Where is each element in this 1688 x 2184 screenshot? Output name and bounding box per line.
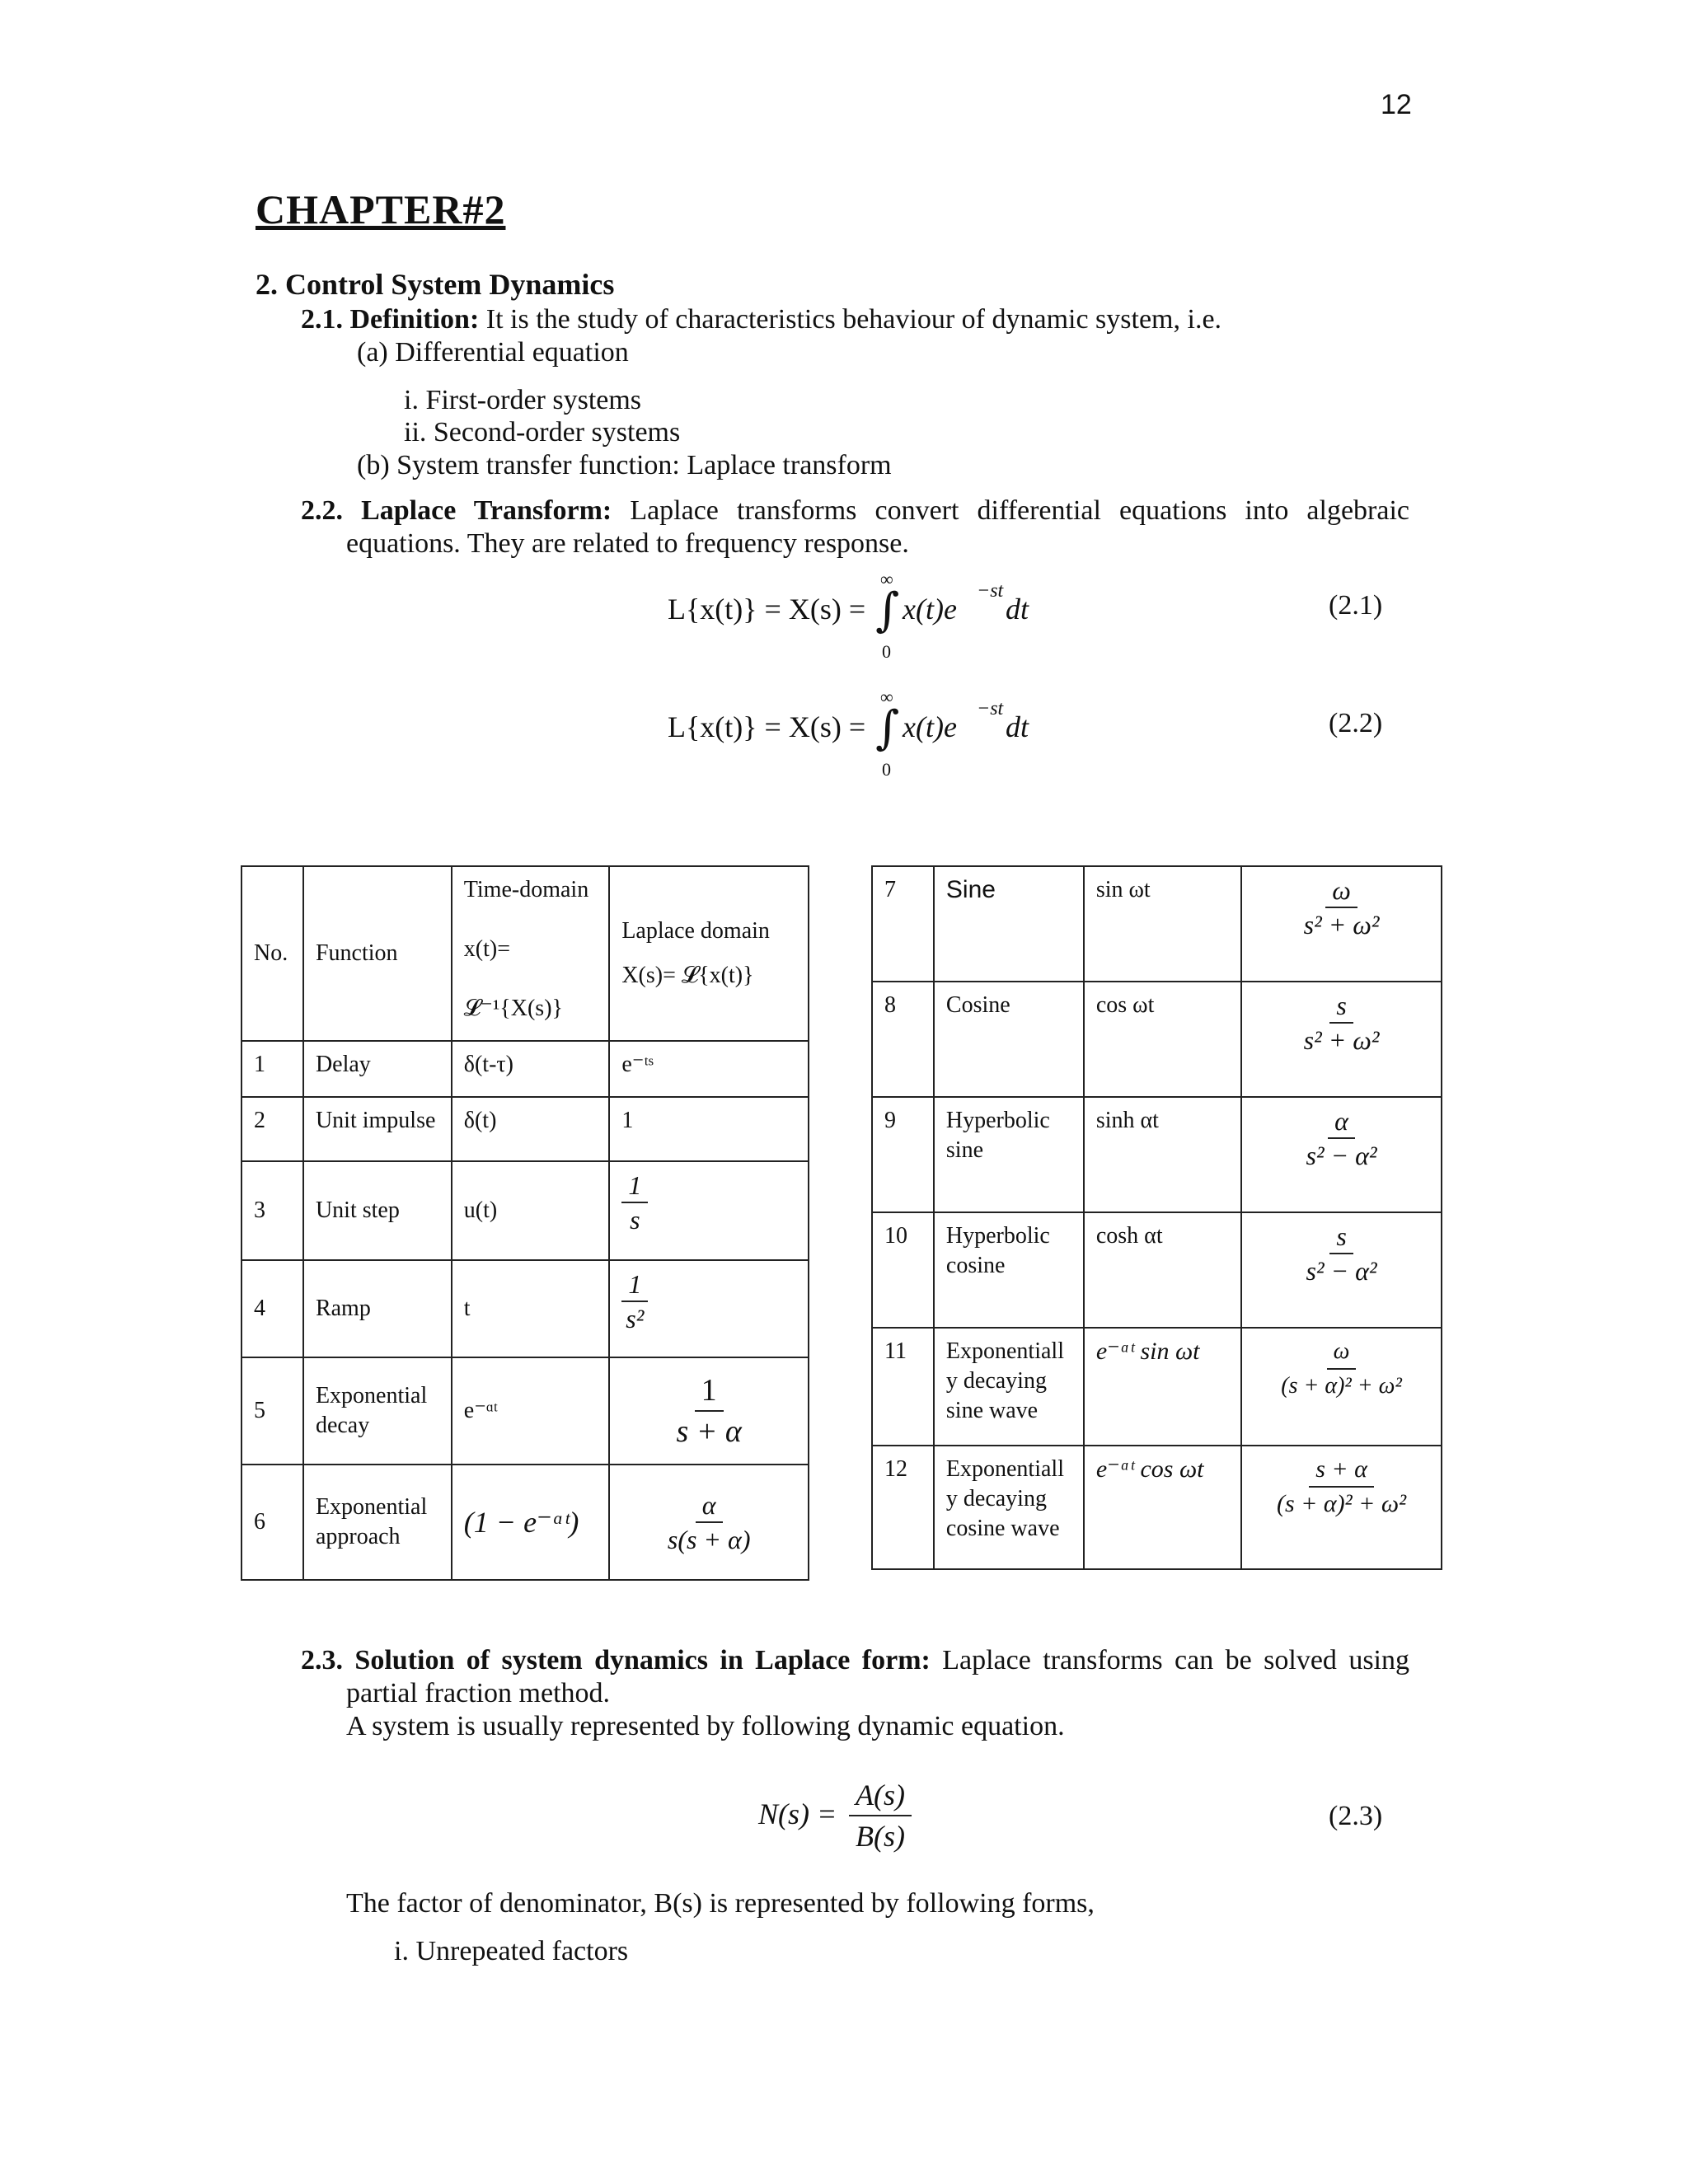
integrand-exponent: −st xyxy=(977,698,1004,719)
fraction-denominator: s² + ω² xyxy=(1303,1025,1380,1055)
definition-text: It is the study of characteristics behaviour of dynamic system, i.e. xyxy=(479,304,1222,335)
integral-lower: 0 xyxy=(882,641,891,662)
fraction-numerator: 1 xyxy=(695,1372,724,1412)
cell-no: 7 xyxy=(872,866,934,982)
fraction-numerator: s + α xyxy=(1309,1455,1374,1488)
fraction xyxy=(1304,875,1380,940)
cell-time: e⁻ᵅᵗ xyxy=(452,1357,610,1465)
solution-text-2: partial fraction method. xyxy=(346,1678,611,1708)
cell-function: Delay xyxy=(303,1041,452,1097)
page-number: 12 xyxy=(1381,89,1412,120)
cell-laplace xyxy=(609,1357,809,1465)
fraction xyxy=(1306,1221,1377,1286)
cell-laplace xyxy=(609,1161,809,1260)
laplace-text-2: equations. They are related to frequency response. xyxy=(346,528,909,559)
header-laplace-domain xyxy=(609,866,809,1041)
table-row xyxy=(241,1041,809,1097)
header-laplace-line1: Laplace domain xyxy=(621,918,770,944)
equation-2-2 xyxy=(668,687,1039,780)
laplace-paragraph xyxy=(301,494,1409,527)
cell-no: 9 xyxy=(872,1097,934,1212)
laplace-label: 2.2. Laplace Transform: xyxy=(301,495,612,526)
cell-no: 3 xyxy=(241,1161,303,1260)
table-row xyxy=(872,866,1442,982)
integrand: x(t)e xyxy=(903,710,957,743)
fraction-numerator: s xyxy=(1329,1221,1353,1254)
cell-no: 5 xyxy=(241,1357,303,1465)
laplace-table-right xyxy=(871,865,1442,1570)
fraction-numerator: 1 xyxy=(621,1170,648,1203)
header-time-domain-line1: Time-domain xyxy=(463,877,589,902)
section-heading: 2. Control System Dynamics xyxy=(256,268,615,301)
cell-function: Exponentiall y decaying cosine wave xyxy=(934,1446,1084,1569)
integral-upper: ∞ xyxy=(880,569,893,589)
fraction xyxy=(676,1372,741,1450)
cell-laplace xyxy=(1241,1446,1442,1569)
integrand-dt: dt xyxy=(1006,710,1029,743)
integral-upper: ∞ xyxy=(880,687,893,707)
fraction-numerator: ω xyxy=(1327,1337,1357,1370)
list-item-ii: ii. Second-order systems xyxy=(404,417,681,448)
equation-number-2-2: (2.2) xyxy=(1329,708,1383,738)
integral-sign: ∫ xyxy=(875,701,900,755)
cell-no: 2 xyxy=(241,1097,303,1161)
table-row xyxy=(872,982,1442,1097)
integrand: x(t)e xyxy=(903,593,957,626)
cell-laplace xyxy=(1241,1212,1442,1328)
cell-function: Exponential decay xyxy=(303,1357,452,1465)
table-row xyxy=(872,1097,1442,1212)
fraction-numerator: 1 xyxy=(621,1269,648,1302)
equation-2-3 xyxy=(758,1772,948,1863)
integrand-dt: dt xyxy=(1006,593,1029,626)
integral-lower: 0 xyxy=(882,759,891,780)
fraction xyxy=(668,1490,751,1554)
table-row xyxy=(241,1161,809,1260)
solution-text-4: The factor of denominator, B(s) is represented by following forms, xyxy=(346,1888,1095,1919)
fraction-denominator: s² − α² xyxy=(1306,1256,1377,1286)
cell-no: 4 xyxy=(241,1260,303,1357)
cell-time: u(t) xyxy=(452,1161,610,1260)
equation-2-1 xyxy=(668,569,1039,662)
list-item-i: i. First-order systems xyxy=(404,385,642,415)
cell-laplace xyxy=(609,1260,809,1357)
fraction-denominator: (s + α)² + ω² xyxy=(1277,1490,1407,1517)
cell-function: Sine xyxy=(934,866,1084,982)
fraction xyxy=(1306,1106,1377,1170)
header-time-domain xyxy=(452,866,610,1041)
cell-function: Ramp xyxy=(303,1260,452,1357)
cell-no: 1 xyxy=(241,1041,303,1097)
fraction-denominator: s² + ω² xyxy=(1303,910,1380,940)
definition-label: 2.1. Definition: xyxy=(301,304,480,335)
solution-text-3: A system is usually represented by following dynamic equation. xyxy=(346,1711,1065,1741)
header-time-domain-line3: 𝓛⁻¹{X(s)} xyxy=(463,996,563,1021)
table-row xyxy=(872,1328,1442,1446)
cell-function: Exponential approach xyxy=(303,1465,452,1580)
fraction-denominator: s + α xyxy=(676,1414,742,1449)
cell-time: t xyxy=(452,1260,610,1357)
cell-time: cos ωt xyxy=(1084,982,1241,1097)
cell-laplace: e⁻ᵗˢ xyxy=(609,1041,809,1097)
equation-number-2-1: (2.1) xyxy=(1329,590,1383,621)
cell-function: Unit impulse xyxy=(303,1097,452,1161)
header-no: No. xyxy=(241,866,303,1041)
fraction-numerator: α xyxy=(1328,1106,1355,1139)
fraction-denominator: s² xyxy=(626,1304,645,1333)
fraction-denominator: s² − α² xyxy=(1306,1141,1377,1170)
integrand-exponent: −st xyxy=(977,580,1004,602)
table-row xyxy=(872,1446,1442,1569)
header-time-domain-line2: x(t)= xyxy=(463,936,510,962)
cell-function: Hyperbolic sine xyxy=(934,1097,1084,1212)
fraction xyxy=(621,1170,648,1235)
cell-time: (1 − e⁻ᵅᵗ) xyxy=(452,1465,610,1580)
table-row xyxy=(872,1212,1442,1328)
solution-text: Laplace transforms can be solved using xyxy=(930,1645,1409,1675)
definition-paragraph xyxy=(301,303,1221,336)
cell-laplace xyxy=(1241,866,1442,982)
fraction-denominator: B(s) xyxy=(856,1820,905,1853)
fraction-numerator: s xyxy=(1329,991,1353,1024)
chapter-title: CHAPTER#2 xyxy=(256,186,506,232)
cell-function: Hyperbolic cosine xyxy=(934,1212,1084,1328)
list-item-b: (b) System transfer function: Laplace transform xyxy=(357,450,892,480)
equation-number-2-3: (2.3) xyxy=(1329,1801,1383,1831)
cell-no: 6 xyxy=(241,1465,303,1580)
cell-time: e⁻ᵅᵗ cos ωt xyxy=(1084,1446,1241,1569)
cell-no: 11 xyxy=(872,1328,934,1446)
laplace-table-left xyxy=(241,865,809,1581)
solution-label: 2.3. Solution of system dynamics in Laplace form: xyxy=(301,1645,931,1675)
cell-no: 12 xyxy=(872,1446,934,1569)
fraction-denominator: s xyxy=(630,1205,640,1235)
table-header-row xyxy=(241,866,809,1041)
equation-lhs: L{x(t)} = X(s) = xyxy=(668,710,866,743)
table-row xyxy=(241,1097,809,1161)
cell-function: Cosine xyxy=(934,982,1084,1097)
cell-no: 8 xyxy=(872,982,934,1097)
table-row xyxy=(241,1357,809,1465)
list-item-a: (a) Differential equation xyxy=(357,337,629,368)
cell-laplace: 1 xyxy=(609,1097,809,1161)
fraction-numerator: α xyxy=(696,1490,723,1523)
fraction-denominator: s(s + α) xyxy=(667,1525,751,1554)
fraction xyxy=(621,1269,648,1333)
equation-lhs: N(s) = xyxy=(758,1797,837,1830)
table-row xyxy=(241,1260,809,1357)
laplace-text: Laplace transforms convert differential equations into algebraic xyxy=(612,495,1409,526)
fraction xyxy=(1281,1337,1402,1401)
cell-time: sin ωt xyxy=(1084,866,1241,982)
fraction-numerator: ω xyxy=(1325,875,1357,908)
cell-laplace xyxy=(609,1465,809,1580)
cell-time: δ(t-τ) xyxy=(452,1041,610,1097)
cell-time: cosh αt xyxy=(1084,1212,1241,1328)
cell-function: Unit step xyxy=(303,1161,452,1260)
header-function: Function xyxy=(303,866,452,1041)
cell-no: 10 xyxy=(872,1212,934,1328)
fraction xyxy=(1277,1455,1406,1519)
header-laplace-line2: X(s)= 𝓛{x(t)} xyxy=(621,963,754,988)
cell-laplace xyxy=(1241,1328,1442,1446)
fraction xyxy=(849,1777,912,1854)
integral-sign: ∫ xyxy=(875,583,900,637)
cell-laplace xyxy=(1241,1097,1442,1212)
cell-function: Exponentiall y decaying sine wave xyxy=(934,1328,1084,1446)
cell-laplace xyxy=(1241,982,1442,1097)
cell-time: e⁻ᵅᵗ sin ωt xyxy=(1084,1328,1241,1446)
list-item-unrepeated: i. Unrepeated factors xyxy=(394,1936,629,1966)
equation-lhs: L{x(t)} = X(s) = xyxy=(668,593,866,626)
fraction-numerator: A(s) xyxy=(849,1777,912,1816)
fraction xyxy=(1304,991,1380,1055)
cell-time: sinh αt xyxy=(1084,1097,1241,1212)
table-row xyxy=(241,1465,809,1580)
solution-paragraph xyxy=(301,1644,1409,1677)
fraction-denominator: (s + α)² + ω² xyxy=(1281,1373,1402,1399)
cell-time: δ(t) xyxy=(452,1097,610,1161)
